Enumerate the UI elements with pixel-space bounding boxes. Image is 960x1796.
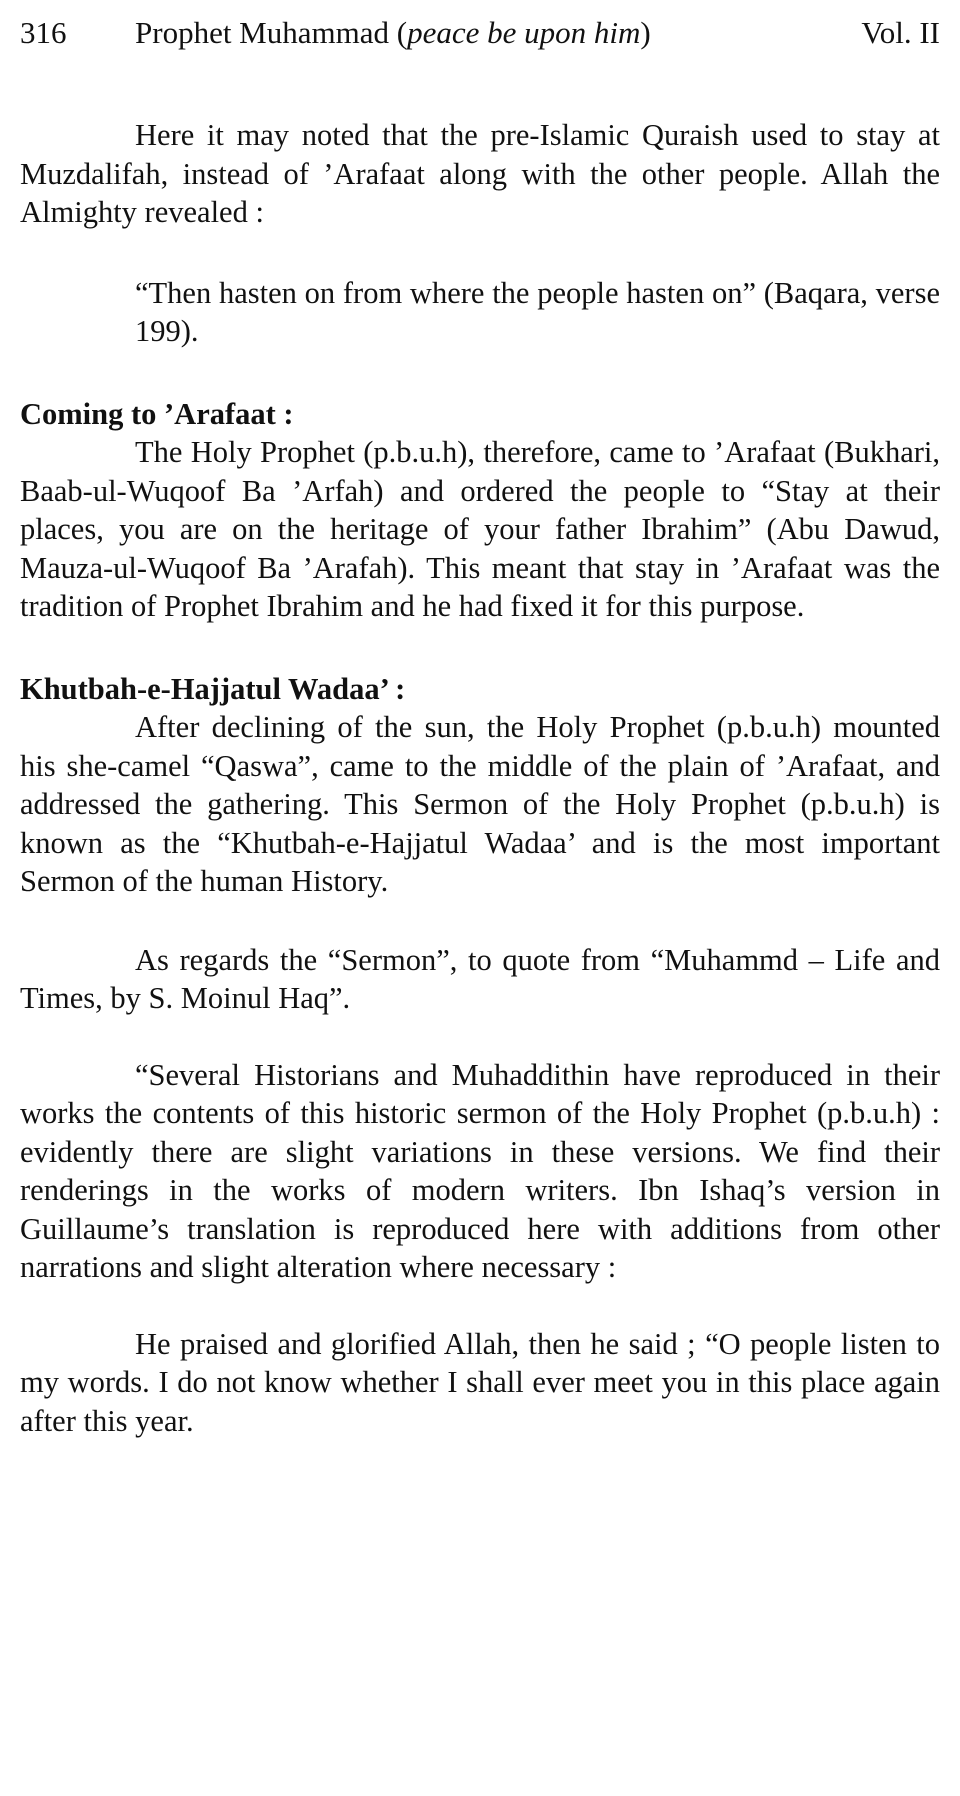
praise-paragraph: He praised and glorified Allah, then he said ; “O people listen to my words. I do not know whether I shall ever meet you in this place again after this year. xyxy=(20,1326,940,1438)
historians-paragraph: “Several Historians and Muhaddithin have reproduced in their works the contents of this historic sermon of the Holy Prophet (p.b.u.h) : evidently there are slight variations in these versions. We find their renderings in the works of modern writers. Ibn Ishaq’s version in Guillaume’s translation is reproduced here with additions from other narrations and slight alteration where necessary : xyxy=(20,1057,940,1284)
section-heading-coming-to-arafaat: Coming to ’Arafaat : xyxy=(20,396,294,431)
scripture-quote: “Then hasten on from where the people hasten on” (Baqara, verse 199). xyxy=(135,275,940,348)
intro-paragraph: Here it may noted that the pre-Islamic Quraish used to stay at Muzdalifah, instead of ’Arafaat along with the other people. Allah the Almighty revealed : xyxy=(20,118,940,229)
khutbah-paragraph: After declining of the sun, the Holy Prophet (p.b.u.h) mounted his she-camel “Qaswa”, came to the middle of the plain of ’Arafaat, and addressed the gathering. This Sermon of the Holy Prophet (p.b.u.h) is known as the “Khutbah-e-Hajjatul Wadaa’ and is the most important Sermon of the human History. xyxy=(20,710,940,898)
book-title xyxy=(135,14,861,53)
volume-label: Vol. II xyxy=(861,15,940,50)
scripture-quote-block xyxy=(20,274,940,351)
page-number: 316 xyxy=(20,15,67,50)
section-heading-khutbah: Khutbah-e-Hajjatul Wadaa’ : xyxy=(20,671,406,706)
book-title-italic: peace be upon him xyxy=(407,15,641,50)
coming-to-arafaat-paragraph: The Holy Prophet (p.b.u.h), therefore, came to ’Arafaat (Bukhari, Baab-ul-Wuqoof Ba ’Arfah) and ordered the people to “Stay at their places, you are on the heritage of your father Ibrahim” (Abu Dawud, Mauza-ul-Wuqoof Ba ’Arafah). This meant that stay in ’Arafaat was the tradition of Prophet Ibrahim and he had fixed it for this purpose. xyxy=(20,435,940,623)
book-title-main: Prophet Muhammad ( xyxy=(135,15,408,50)
book-page xyxy=(20,14,940,1440)
running-header xyxy=(20,14,940,54)
sermon-intro-paragraph: As regards the “Sermon”, to quote from “Muhammd – Life and Times, by S. Moinul Haq”. xyxy=(20,942,940,1015)
book-title-close: ) xyxy=(640,15,651,50)
